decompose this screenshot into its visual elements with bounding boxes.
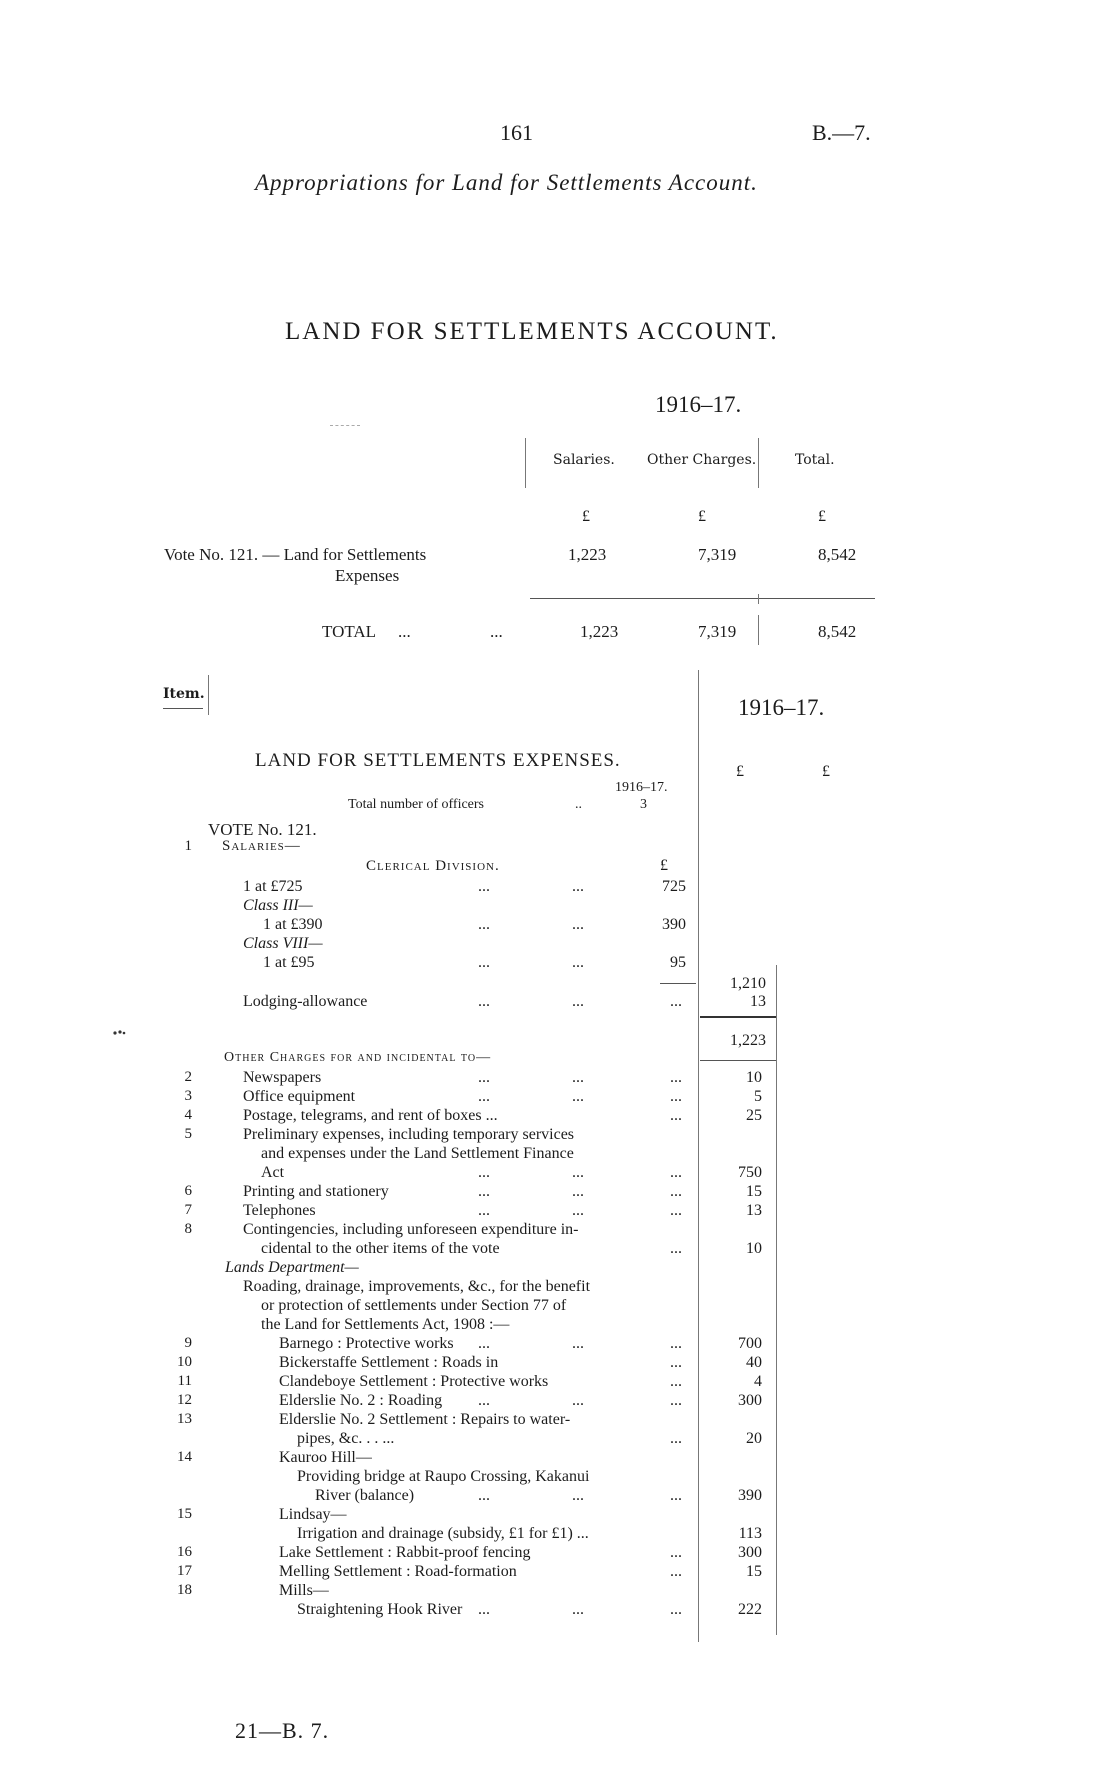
charge-line-text: and expenses under the Land Settlement Finance [261,1145,574,1162]
salaries-heading: Salaries— [222,838,301,854]
charge-line-amount: 390 [738,1487,762,1504]
charge-line-leaders-end: ... [670,1392,682,1409]
salaries-subtotal: 1,210 [730,975,766,992]
charge-line-amount: 13 [746,1202,762,1219]
item-number: 17 [177,1563,192,1579]
charge-line-leaders-end: ... [670,1354,682,1371]
charge-line-leaders-end: ... [670,1107,682,1124]
salary-row-value: 725 [662,878,686,895]
officers-count: 3 [640,797,647,812]
other-charges-rule [700,1060,776,1061]
charge-line-leaders-end: ... [670,1164,682,1181]
charge-line-amount: 40 [746,1354,762,1371]
charge-line-leaders: ... [478,1335,490,1352]
salary-row-leaders: ... [572,878,584,895]
item-number: 9 [184,1335,192,1351]
detail-currency-2: £ [822,763,830,780]
charge-line-amount: 25 [746,1107,762,1124]
lodging-leaders-1: ... [478,993,490,1010]
charge-line-leaders-end: ... [670,1544,682,1561]
item-number: 4 [184,1107,192,1123]
total-total: 8,542 [818,622,857,641]
summary-total-rule [530,598,875,599]
charge-line-leaders-end: ... [670,1202,682,1219]
summary-year: 1916–17. [655,392,742,417]
charge-line-text: Melling Settlement : Road-formation [279,1563,517,1580]
charge-line-leaders: ... [572,1069,584,1086]
charge-line-amount: 5 [754,1088,762,1105]
summary-left-rule [525,438,526,488]
salary-row-leaders: ... [478,954,490,971]
vote-number: VOTE No. 121. [208,820,317,839]
charge-line-text: or protection of settlements under Section 77 of [261,1297,567,1314]
item-number: 16 [177,1544,192,1560]
item-number: 11 [177,1373,192,1389]
charge-line-leaders: ... [478,1487,490,1504]
item-number: 7 [184,1202,192,1218]
division-currency: £ [660,857,668,874]
charge-line-amount: 750 [738,1164,762,1181]
item-number: 1 [184,838,192,854]
detail-currency-1: £ [736,763,744,780]
officers-label: Total number of officers [348,797,484,812]
salary-row-leaders: ... [572,954,584,971]
vote-salaries: 1,223 [568,545,607,564]
amount-column-left-rule [698,670,699,1642]
item-number: 15 [177,1506,192,1522]
salary-row-leaders: ... [572,916,584,933]
total-salaries: 1,223 [580,622,619,641]
charge-line-amount: 113 [738,1525,762,1542]
charge-line-amount: 15 [746,1563,762,1580]
charge-line-amount: 300 [738,1392,762,1409]
salary-row-label: Class VIII— [243,935,323,952]
charge-line-leaders-end: ... [670,1563,682,1580]
charge-line-text: cidental to the other items of the vote [261,1240,500,1257]
charge-line-text: Bickerstaffe Settlement : Roads in [279,1354,499,1371]
col-head-salaries: Salaries. [553,452,615,468]
salary-row-value: 390 [662,916,686,933]
charge-line-leaders-end: ... [670,1373,682,1390]
charge-line-amount: 4 [754,1373,762,1390]
charge-line-text: Barnego : Protective works [279,1335,454,1352]
charge-line-text: Providing bridge at Raupo Crossing, Kakanui [297,1468,590,1485]
document-code: B.—7. [812,120,871,145]
charge-line-leaders: ... [572,1601,584,1618]
charge-line-text: Act [261,1164,285,1181]
total-leaders-2: ... [490,622,503,641]
vote-total: 8,542 [818,545,857,564]
detail-year: 1916–17. [738,695,825,720]
item-number: 10 [177,1354,192,1370]
salary-row-leaders: ... [478,878,490,895]
charge-line-text: Clandeboye Settlement : Protective works [279,1373,549,1390]
charge-line-leaders: ... [478,1601,490,1618]
charge-line-text: Printing and stationery [243,1183,389,1200]
other-charges-heading: Other Charges for and incidental to— [224,1050,492,1065]
currency-other: £ [698,508,706,525]
charge-line-leaders: ... [572,1183,584,1200]
charge-line-leaders: ... [478,1392,490,1409]
charge-line-text: pipes, &c. . . ... [297,1430,395,1447]
lodging-leaders-2: ... [572,993,584,1010]
charge-line-leaders: ... [478,1202,490,1219]
total-label: TOTAL [322,622,377,641]
running-title: Appropriations for Land for Settlements Account. [255,170,758,195]
salary-row-label: 1 at £725 [243,878,303,895]
officers-year: 1916–17. [615,780,668,795]
charge-line-leaders: ... [478,1088,490,1105]
charge-line-leaders-end: ... [670,1335,682,1352]
charge-line-text: Postage, telegrams, and rent of boxes ... [243,1107,498,1124]
lodging-value: 13 [750,993,766,1010]
item-number: 14 [177,1449,192,1465]
summary-rule-tick [758,594,759,604]
item-number: 3 [184,1088,192,1104]
charge-line-leaders: ... [572,1487,584,1504]
charge-line-leaders-end: ... [670,1240,682,1257]
item-column-header: Item. [163,686,205,702]
charge-line-amount: 222 [738,1601,762,1618]
col-head-total: Total. [795,452,835,468]
charge-line-leaders: ... [478,1183,490,1200]
charge-line-text: River (balance) [315,1487,415,1504]
item-number: 13 [177,1411,192,1427]
total-leaders-1: ... [398,622,411,641]
salary-row-label: Class III— [243,897,313,914]
charge-line-text: Telephones [243,1202,316,1219]
salary-row-label: 1 at £390 [263,916,323,933]
charge-line-text: Mills— [279,1582,329,1599]
vote-label-continued: Expenses [335,566,400,585]
item-header-divider [208,675,209,715]
officers-dots: .. [575,797,582,812]
page-signature: 21—B. 7. [235,1718,330,1743]
lodging-label: Lodging-allowance [243,993,368,1010]
charge-line-text: Kauroo Hill— [279,1449,372,1466]
charge-line-text: Lands Department— [225,1259,359,1276]
charge-line-leaders: ... [572,1088,584,1105]
item-number: 6 [184,1183,192,1199]
item-number: 5 [184,1126,192,1142]
page-number: 161 [500,120,533,145]
ink-spot-mark [112,1030,126,1036]
section-title: LAND FOR SETTLEMENTS EXPENSES. [255,750,621,771]
amount-column-right-rule [776,965,777,1635]
charge-line-text: Straightening Hook River [297,1601,463,1618]
salaries-total: 1,223 [730,1032,766,1049]
charge-line-leaders-end: ... [670,1601,682,1618]
item-number: 18 [177,1582,192,1598]
lodging-leaders-3: ... [670,993,682,1010]
summary-col-rule [758,438,759,488]
charge-line-leaders-end: ... [670,1069,682,1086]
item-number: 8 [184,1221,192,1237]
charge-line-amount: 20 [746,1430,762,1447]
charge-line-text: Irrigation and drainage (subsidy, £1 for £1) ... [297,1525,589,1542]
item-number: 12 [177,1392,192,1408]
currency-salaries: £ [582,508,590,525]
charge-line-amount: 15 [746,1183,762,1200]
charge-line-text: Contingencies, including unforeseen expenditure in- [243,1221,579,1238]
charge-line-leaders: ... [572,1202,584,1219]
charge-line-leaders-end: ... [670,1088,682,1105]
charge-line-text: Newspapers [243,1069,322,1086]
salary-row-label: 1 at £95 [263,954,315,971]
charge-line-amount: 300 [738,1544,762,1561]
vote-other-charges: 7,319 [698,545,737,564]
charge-line-leaders-end: ... [670,1487,682,1504]
charge-line-leaders: ... [572,1392,584,1409]
charge-line-leaders: ... [478,1069,490,1086]
charge-line-amount: 10 [746,1069,762,1086]
col-head-other-charges: Other Charges. [647,452,757,468]
charge-line-text: Preliminary expenses, including temporary services [243,1126,575,1143]
currency-total: £ [818,508,826,525]
salaries-total-rule [700,1016,776,1018]
salary-row-leaders: ... [478,916,490,933]
charge-line-text: Lake Settlement : Rabbit-proof fencing [279,1544,531,1561]
salary-row-value: 95 [670,954,686,971]
charge-line-leaders-end: ... [670,1183,682,1200]
item-header-rule [163,708,203,709]
charge-line-text: Elderslie No. 2 Settlement : Repairs to water- [279,1411,571,1428]
charge-line-text: the Land for Settlements Act, 1908 :— [261,1316,510,1333]
total-col-rule [758,615,759,645]
charge-line-leaders: ... [572,1335,584,1352]
division-heading: Clerical Division. [366,858,500,874]
charge-line-text: Lindsay— [279,1506,347,1523]
charge-line-text: Roading, drainage, improvements, &c., for the benefit [243,1278,591,1295]
vote-label: Vote No. 121. — Land for Settlements [164,545,427,564]
charge-line-amount: 10 [746,1240,762,1257]
item-number: 2 [184,1069,192,1085]
total-other-charges: 7,319 [698,622,737,641]
account-title: LAND FOR SETTLEMENTS ACCOUNT. [285,318,779,345]
charge-line-leaders-end: ... [670,1430,682,1447]
charge-line-leaders: ... [572,1164,584,1181]
summary-short-rule [330,425,360,426]
salary-subtotal-rule [660,983,696,984]
charge-line-text: Office equipment [243,1088,356,1105]
charge-line-leaders: ... [478,1164,490,1181]
charge-line-amount: 700 [738,1335,762,1352]
charge-line-text: Elderslie No. 2 : Roading [279,1392,443,1409]
